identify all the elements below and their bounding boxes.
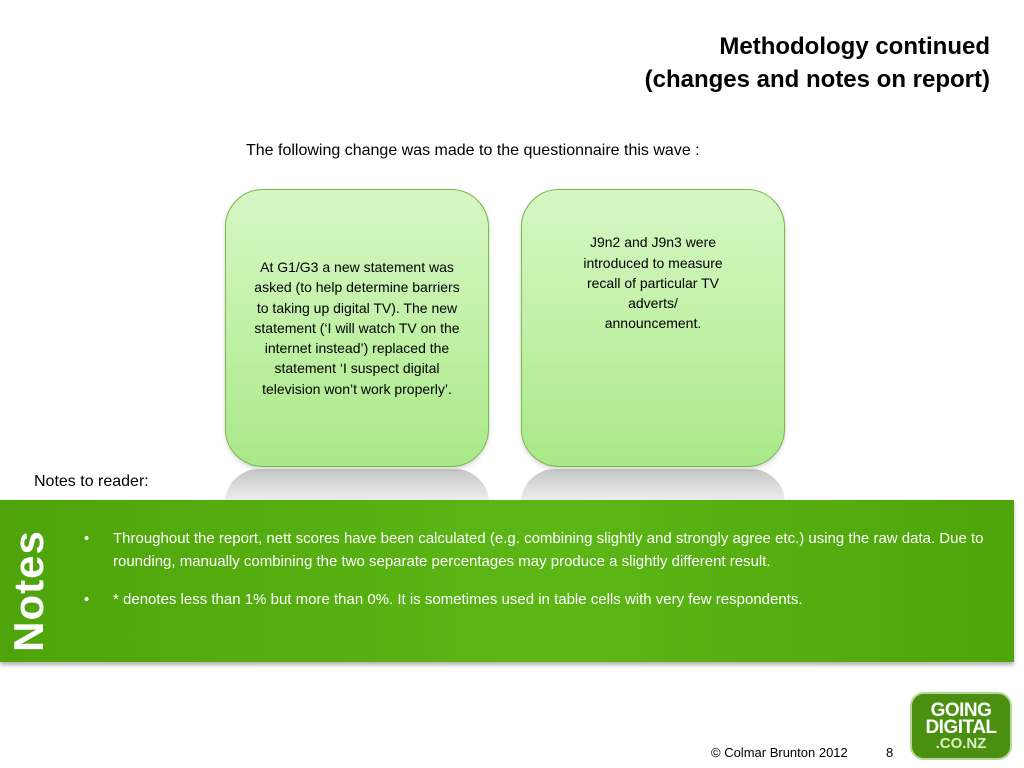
list-item: [84, 588, 984, 611]
notes-list: [84, 527, 984, 611]
title-line-2: (changes and notes on report): [644, 66, 990, 93]
card-text: At G1/G3 a new statement was asked (to help determine barriers to taking up digital TV). The new statement (‘I will watch TV on the internet instead’) replaced the statement ‘I suspect digital television won’t work properly’.: [254, 258, 460, 397]
notes-band: [0, 500, 1014, 662]
title-line-1: Methodology continued: [719, 33, 990, 60]
copyright: © Colmar Brunton 2012: [711, 745, 848, 760]
card-text: J9n2 and J9n3 were introduced to measure recall of particular TV adverts/ announcement.: [583, 234, 723, 332]
slide-title: [645, 30, 990, 96]
intro-text: The following change was made to the questionnaire this wave :: [246, 142, 700, 159]
change-card-j9n: [521, 189, 785, 467]
page-number: 8: [886, 745, 894, 760]
logo-line-1: GOING: [930, 699, 992, 721]
bullet-icon: •: [84, 591, 90, 608]
card-reflection: [225, 469, 489, 503]
bullet-icon: •: [84, 530, 90, 547]
logo-line-2: DIGITAL: [925, 716, 997, 738]
card-reflection: [521, 469, 785, 503]
logo-line-3: .CO.NZ: [935, 734, 987, 752]
list-item: [84, 527, 984, 573]
notes-label: Notes to reader:: [34, 473, 149, 490]
note-text: * denotes less than 1% but more than 0%. It is sometimes used in table cells with very few respondents.: [113, 591, 803, 608]
notes-vertical-label: Notes: [5, 530, 52, 652]
going-digital-logo: [910, 692, 1012, 760]
note-text: Throughout the report, nett scores have been calculated (e.g. combining slightly and strongly agree etc.) using the raw data. Due to rounding, manually combining the two separate percentages may produce a slightly different result.: [113, 530, 984, 570]
change-card-g1-g3: [225, 189, 489, 467]
